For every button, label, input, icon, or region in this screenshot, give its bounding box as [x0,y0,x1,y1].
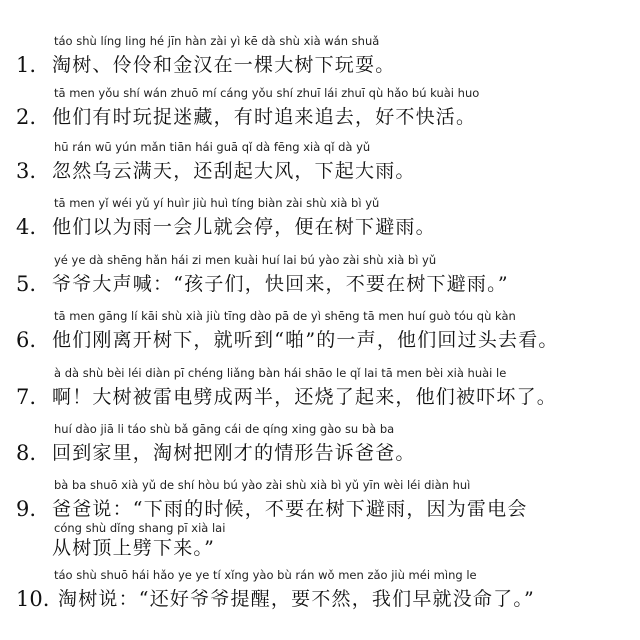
sentence-number: 10. [16,587,50,611]
chinese-sentence: 忽然乌云满天，还刮起大风，下起大雨。 [52,160,416,182]
sentence-number: 3. [16,159,37,183]
sentence-number: 5. [16,272,37,296]
chinese-sentence: 回到家里，淘树把刚才的情形告诉爸爸。 [52,442,416,464]
sentence-number: 6. [16,328,37,352]
chinese-sentence-continued: 从树顶上劈下来。” [52,537,216,559]
chinese-sentence: 啊！大树被雷电劈成两半，还烧了起来，他们被吓坏了。 [52,386,558,408]
chinese-sentence: 他们刚离开树下，就听到“啪”的一声，他们回过头去看。 [52,329,559,351]
pinyin-line: tā men yǐ wéi yǔ yí huìr jiù huì tíng biàn zài shù xià bì yǔ [54,196,380,210]
chinese-sentence: 爷爷大声喊：“孩子们，快回来，不要在树下避雨。” [52,273,509,295]
sentence-number: 1. [16,53,37,77]
sentence-number: 8. [16,441,37,465]
sentence-number: 9. [16,497,37,521]
sentence-number: 7. [16,385,37,409]
pinyin-line: à dà shù bèi léi diàn pī chéng liǎng bàn hái shāo le qǐ lai tā men bèi xià huài le [54,366,507,380]
pinyin-line: táo shù shuō hái hǎo ye ye tí xǐng yào bù rán wǒ men zǎo jiù méi mìng le [54,568,477,582]
pinyin-line-continued: cóng shù dǐng shang pī xià lai [54,521,226,535]
chinese-sentence: 他们以为雨一会儿就会停，便在树下避雨。 [52,216,436,238]
pinyin-line: táo shù líng ling hé jīn hàn zài yì kē dà shù xià wán shuǎ [54,34,380,48]
pinyin-line: hū rán wū yún mǎn tiān hái guā qǐ dà fēng xià qǐ dà yǔ [54,140,371,154]
pinyin-line: huí dào jiā li táo shù bǎ gāng cái de qíng xing gào su bà ba [54,422,395,436]
chinese-sentence: 淘树说：“还好爷爷提醒，要不然，我们早就没命了。” [58,588,535,610]
pinyin-line: tā men yǒu shí wán zhuō mí cáng yǒu shí zhuī lái zhuī qù hǎo bú kuài huo [54,86,480,100]
chinese-sentence: 他们有时玩捉迷藏，有时追来追去，好不快活。 [52,106,477,128]
chinese-sentence: 爸爸说：“下雨的时候，不要在树下避雨，因为雷电会 [52,498,528,520]
pinyin-line: tā men gāng lí kāi shù xià jiù tīng dào pā de yì shēng tā men huí guò tóu qù kàn [54,309,516,323]
pinyin-line: yé ye dà shēng hǎn hái zi men kuài huí lai bú yào zài shù xià bì yǔ [54,253,437,267]
sentence-number: 2. [16,105,37,129]
chinese-sentence: 淘树、伶伶和金汉在一棵大树下玩耍。 [52,54,396,76]
sentence-number: 4. [16,215,37,239]
pinyin-line: bà ba shuō xià yǔ de shí hòu bú yào zài shù xià bì yǔ yīn wèi léi diàn huì [54,478,471,492]
